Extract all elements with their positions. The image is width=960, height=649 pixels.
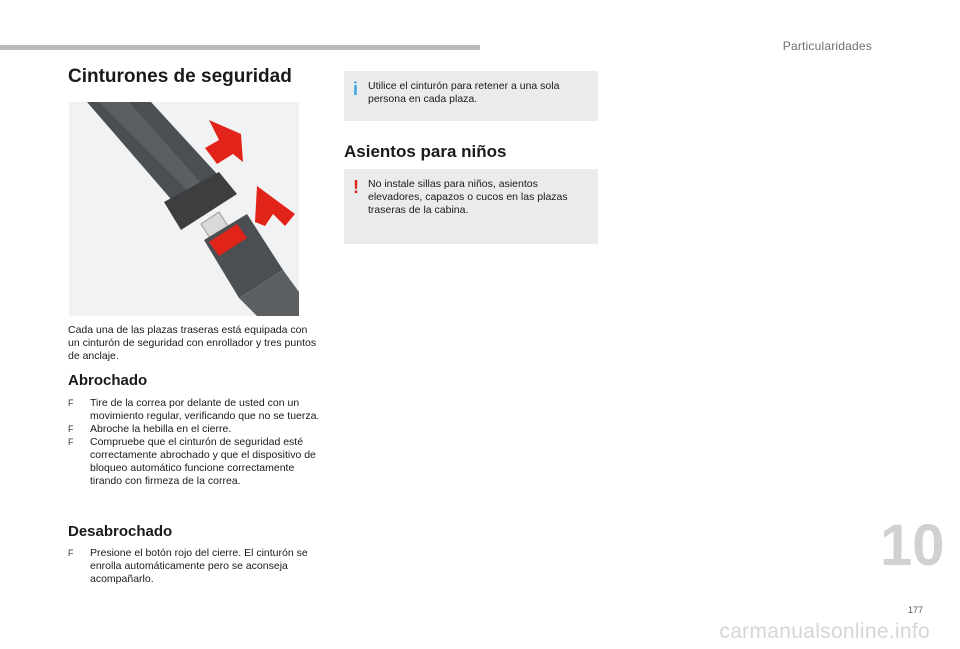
section-label: Particularidades	[782, 39, 872, 53]
watermark: carmanualsonline.info	[719, 620, 930, 643]
fastening-heading: Abrochado	[68, 372, 148, 389]
info-note	[344, 71, 598, 121]
warning-note	[344, 169, 598, 244]
bullet-icon: F	[68, 548, 74, 558]
unfastening-steps	[68, 547, 320, 586]
warning-note-text: No instale sillas para niños, asientos elevadores, capazos o cucos en las plazas traseras de la cabina.	[368, 178, 568, 216]
page-title: Cinturones de seguridad	[68, 66, 292, 87]
child-seats-heading: Asientos para niños	[344, 142, 507, 161]
seatbelt-figure	[69, 102, 299, 316]
bullet-icon: F	[68, 437, 74, 447]
top-rule	[0, 45, 480, 50]
intro-text: Cada una de las plazas traseras está equipada con un cinturón de seguridad con enrollador y tres puntos de anclaje.	[68, 324, 317, 362]
list-item: F Compruebe que el cinturón de seguridad esté correctamente abrochado y que el dispositivo de bloqueo automático funcione correctamente tirando con firmeza de la correa.	[68, 436, 316, 487]
bullet-icon: F	[68, 398, 74, 408]
info-icon: i	[353, 79, 359, 99]
chapter-number: 10	[880, 513, 945, 578]
bullet-icon: F	[68, 424, 74, 434]
info-note-text: Utilice el cinturón para retener a una sola persona en cada plaza.	[368, 80, 560, 105]
list-item: F Abroche la hebilla en el cierre.	[68, 423, 232, 435]
list-item: F Presione el botón rojo del cierre. El cinturón se enrolla automáticamente pero se aconseja acompañarlo.	[68, 547, 308, 585]
warning-icon: !	[353, 177, 359, 197]
fastening-steps	[68, 397, 320, 488]
unfastening-heading: Desabrochado	[68, 523, 173, 540]
list-item: F Tire de la correa por delante de usted con un movimiento regular, verificando que no se tuerza.	[68, 397, 320, 422]
page-number: 177	[907, 605, 923, 615]
